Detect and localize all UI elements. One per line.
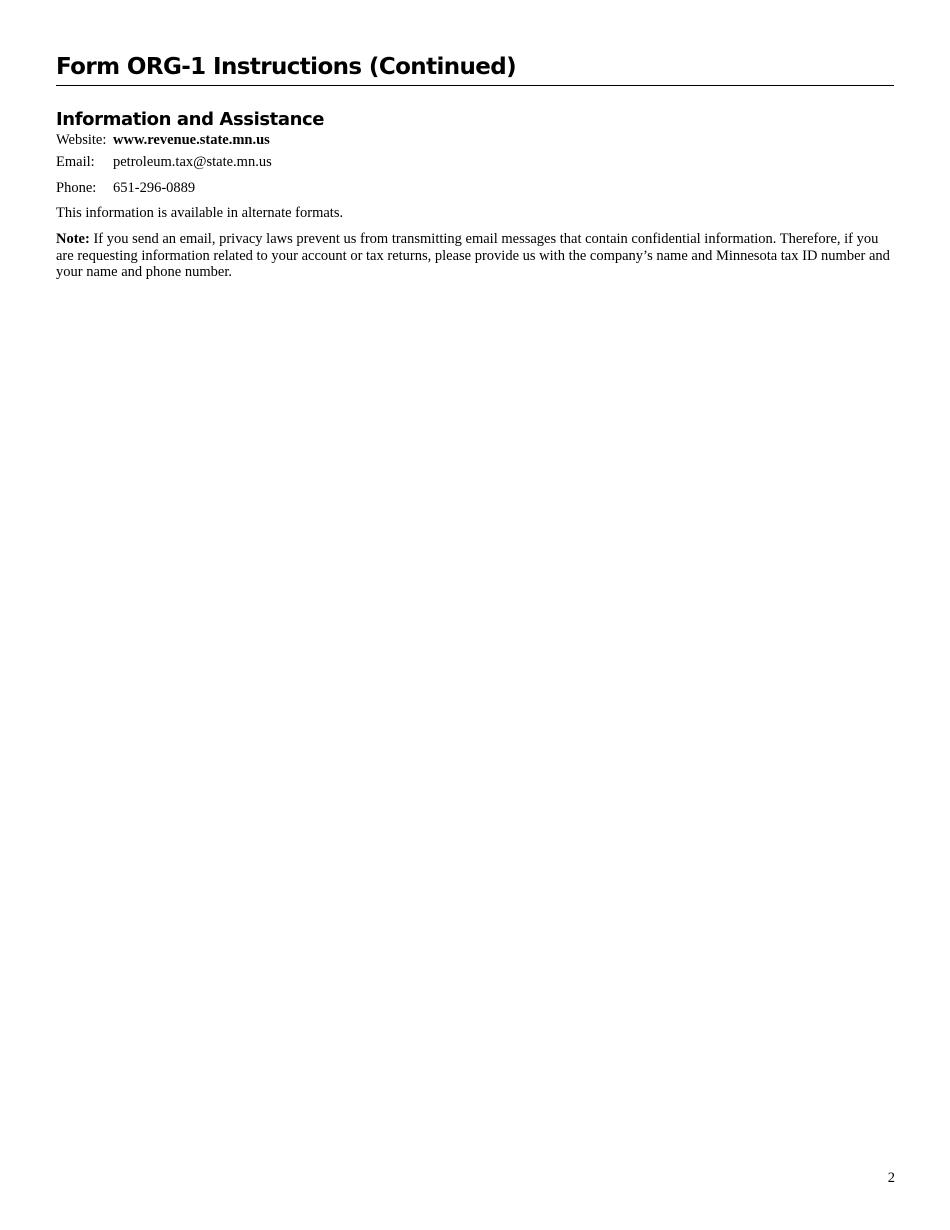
phone-label: Phone: <box>56 180 97 196</box>
note-text: If you send an email, privacy laws prevent us from transmitting email messages that contain confidential information. Therefore, if you are requesting information related to your account or tax returns, please provide us with the company’s name and Minnesota tax ID number and your name and phone number. <box>56 231 890 280</box>
page-title: Form ORG-1 Instructions (Continued) <box>56 54 517 80</box>
email-row <box>56 153 272 171</box>
phone-number: 651-296-0889 <box>113 180 196 196</box>
phone-row <box>56 179 195 197</box>
note-paragraph <box>56 231 894 281</box>
email-label: Email: <box>56 154 95 170</box>
page-number: 2 <box>887 1170 895 1186</box>
note-label: Note: <box>56 231 90 247</box>
section-heading: Information and Assistance <box>56 109 325 130</box>
title-divider <box>56 85 894 86</box>
website-link[interactable]: www.revenue.state.mn.us <box>113 132 270 148</box>
website-row <box>56 131 270 149</box>
email-address[interactable]: petroleum.tax@state.mn.us <box>113 154 272 170</box>
website-label: Website: <box>56 132 107 148</box>
alternate-formats-text: This information is available in alternate formats. <box>56 205 344 221</box>
